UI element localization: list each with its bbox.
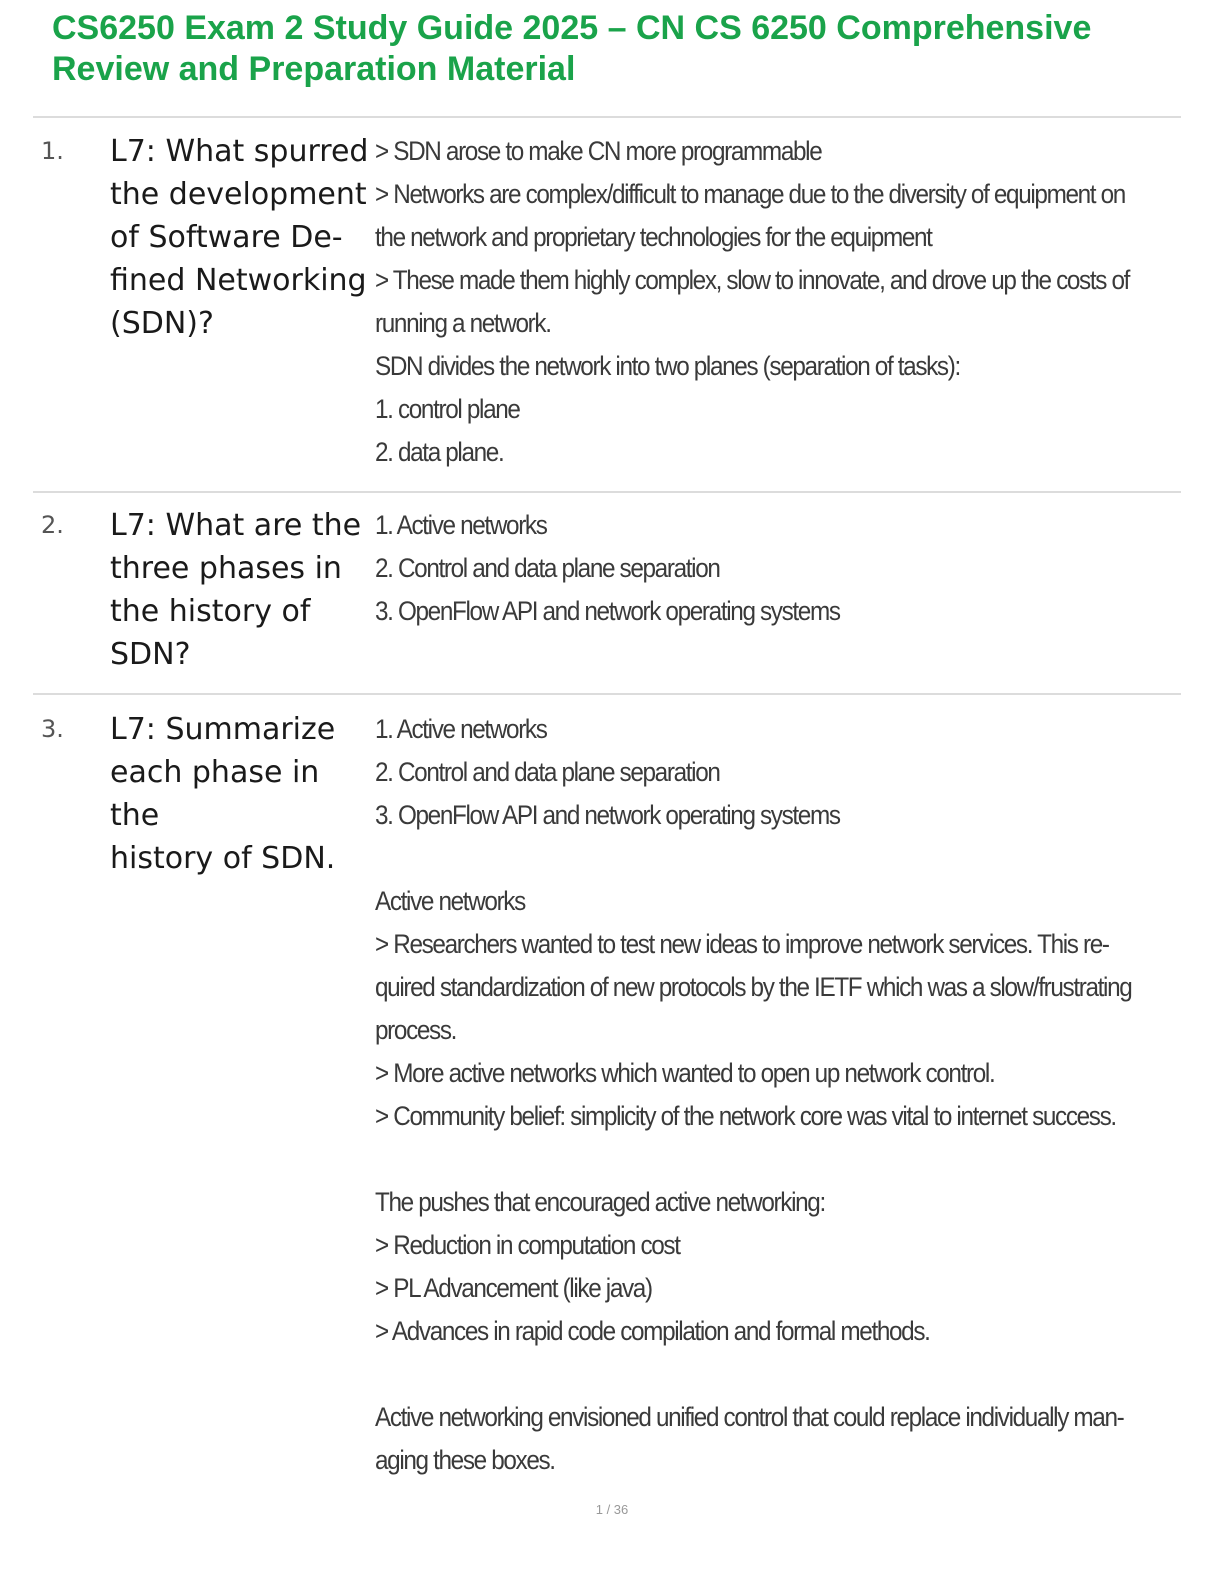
answer-line: quired standardization of new protocols by the IETF which was a slow/frustrating	[375, 972, 1132, 1002]
card-question: L7: What are the three phases in the history of SDN?	[110, 508, 362, 672]
answer-line: SDN divides the network into two planes (separation of tasks):	[375, 351, 960, 381]
answer-line: the network and proprietary technologies for the equipment	[375, 222, 932, 252]
answer-line: > Community belief: simplicity of the network core was vital to internet success.	[375, 1101, 1116, 1131]
answer-line	[375, 1138, 1095, 1181]
card-number: 3.	[41, 715, 64, 743]
answer-line: > Researchers wanted to test new ideas to improve network services. This re-	[375, 929, 1109, 959]
answer-line: > More active networks which wanted to open up network control.	[375, 1058, 995, 1088]
card-answer	[375, 708, 1132, 1482]
answer-line: Active networking envisioned unified control that could replace individually man-	[375, 1402, 1124, 1432]
answer-line: 3. OpenFlow API and network operating systems	[375, 800, 840, 830]
answer-line	[375, 837, 1095, 880]
answer-line: aging these boxes.	[375, 1445, 555, 1475]
card-question: L7: Summarize each phase in the history of SDN.	[110, 712, 336, 876]
answer-line: 2. data plane.	[375, 437, 504, 467]
card-question: L7: What spurred the development of Software De- fined Networking (SDN)?	[110, 134, 369, 341]
answer-line: process.	[375, 1015, 457, 1045]
answer-line: > PL Advancement (like java)	[375, 1273, 652, 1303]
answer-line: > Advances in rapid code compilation and formal methods.	[375, 1316, 930, 1346]
answer-line: running a network.	[375, 308, 551, 338]
answer-line: > Reduction in computation cost	[375, 1230, 680, 1260]
answer-line: 1. control plane	[375, 394, 520, 424]
card-number: 2.	[41, 511, 64, 539]
answer-line: Active networks	[375, 886, 525, 916]
card-number: 1.	[41, 137, 64, 165]
document-title: CS6250 Exam 2 Study Guide 2025 – CN CS 6250 Comprehensive Review and Preparation Material	[52, 9, 1092, 88]
answer-line: 1. Active networks	[375, 510, 547, 540]
card-answer	[375, 130, 1130, 474]
answer-line: > SDN arose to make CN more programmable	[375, 136, 822, 166]
divider	[33, 116, 1181, 118]
answer-line: 3. OpenFlow API and network operating systems	[375, 596, 840, 626]
divider	[33, 491, 1181, 493]
answer-line: 1. Active networks	[375, 714, 547, 744]
answer-line	[375, 1353, 1095, 1396]
answer-line: 2. Control and data plane separation	[375, 757, 720, 787]
divider	[33, 693, 1181, 695]
card-answer	[375, 504, 1095, 633]
answer-line: 2. Control and data plane separation	[375, 553, 720, 583]
answer-line: The pushes that encouraged active networking:	[375, 1187, 825, 1217]
page-number: 1 / 36	[595, 1502, 629, 1517]
answer-line: > These made them highly complex, slow to innovate, and drove up the costs of	[375, 265, 1130, 295]
answer-line: > Networks are complex/difficult to manage due to the diversity of equipment on	[375, 179, 1125, 209]
